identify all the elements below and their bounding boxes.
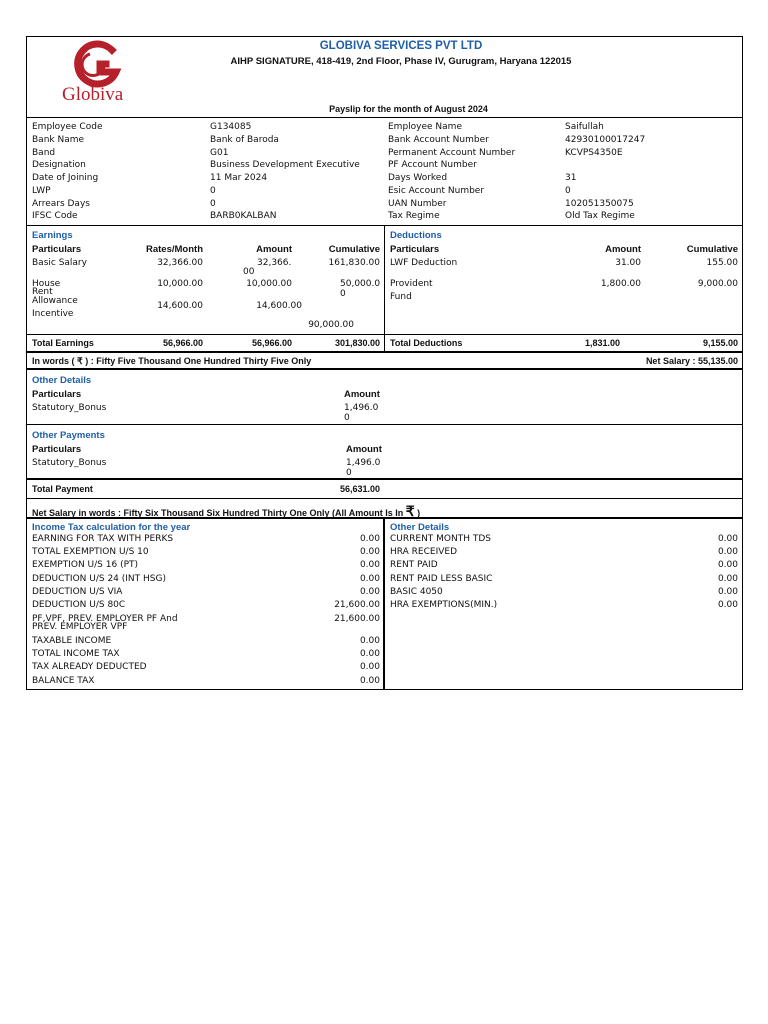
allowance-amount: 14,600.00 [256, 301, 302, 311]
basic-salary-label: Basic Salary [32, 258, 87, 268]
bank-account-value: 42930100017247 [565, 135, 646, 145]
employee-code-label: Employee Code [32, 122, 103, 132]
other-details-tax-row-value: 0.00 [717, 574, 738, 584]
pf-deduction-label-1: Provident [390, 279, 433, 289]
income-tax-row-value: 21,600.00 [334, 600, 380, 610]
arrears-days-value: 0 [210, 199, 216, 209]
other-details-bonus-amount: 1,496.0 [344, 403, 379, 413]
date-of-joining-value: 11 Mar 2024 [210, 173, 268, 183]
divider-total-payment [26, 498, 743, 499]
lwf-deduction-amount: 31.00 [615, 258, 641, 268]
company-name: GLOBIVA SERVICES PVT LTD [319, 40, 483, 52]
other-details-particulars-header: Particulars [32, 389, 82, 400]
employee-code-value: G134085 [210, 122, 252, 132]
esic-value: 0 [565, 186, 571, 196]
date-of-joining-label: Date of Joining [32, 173, 99, 183]
employee-name-value: Saifullah [565, 122, 604, 132]
pf-deduction-label-2: Fund [390, 292, 412, 302]
other-details-tax-row-value: 0.00 [717, 547, 738, 557]
other-details-tax-row-value: 0.00 [717, 587, 738, 597]
other-details-tax-row-label: RENT PAID [390, 560, 438, 570]
basic-salary-amount-cont: 00 [243, 267, 255, 277]
income-tax-row-label-cont: PREV. EMPLOYER VPF [32, 622, 128, 632]
esic-label: Esic Account Number [388, 186, 485, 196]
arrears-days-label: Arrears Days [32, 199, 90, 209]
divider-other-details [26, 424, 743, 425]
tax-regime-value: Old Tax Regime [565, 211, 635, 221]
other-details-tax-row-label: HRA RECEIVED [390, 547, 458, 557]
ifsc-code-label: IFSC Code [32, 211, 78, 221]
divider-other-payments [26, 478, 743, 480]
rupee-icon: ₹ [405, 503, 415, 519]
total-earnings-label: Total Earnings [32, 338, 94, 348]
other-payments-title: Other Payments [32, 430, 105, 441]
other-details-tax-row-label: RENT PAID LESS BASIC [390, 574, 493, 584]
uan-label: UAN Number [388, 199, 447, 209]
earnings-amount-header: Amount [256, 244, 292, 255]
pf-deduction-amount: 1,800.00 [600, 279, 641, 289]
other-details-bonus-amount-cont: 0 [344, 413, 350, 423]
income-tax-row-value: 0.00 [359, 676, 380, 686]
total-earnings-rate: 56,966.00 [162, 338, 203, 348]
allowance-rate: 14,600.00 [157, 301, 203, 311]
band-label: Band [32, 148, 56, 158]
income-tax-row-label: TOTAL EXEMPTION U/S 10 [32, 547, 149, 557]
divider-tax [383, 518, 385, 690]
total-payment-value: 56,631.00 [339, 484, 380, 494]
hra-rate: 10,000.00 [157, 279, 203, 289]
net-in-words: In words ( ₹ ) : Fifty Five Thousand One Hundred Thirty Five Only [32, 356, 312, 366]
income-tax-row-label: EXEMPTION U/S 16 (PT) [32, 560, 139, 570]
tax-regime-label: Tax Regime [388, 211, 440, 221]
income-tax-row-label: PF,VPF, PREV. EMPLOYER PF And [32, 614, 178, 624]
deductions-amount-header: Amount [605, 244, 641, 255]
hra-label-1: House [32, 279, 61, 289]
income-tax-row-value: 0.00 [359, 662, 380, 672]
net-salary-words-text: Net Salary in words : Fifty Six Thousand Six Hundred Thirty One Only (All Amount Is In [32, 508, 404, 518]
earnings-title: Earnings [32, 230, 73, 241]
earnings-rates-header: Rates/Month [146, 244, 203, 255]
income-tax-row-value: 0.00 [359, 587, 380, 597]
net-salary: Net Salary : 55,135.00 [645, 356, 738, 366]
basic-salary-amount: 32,366. [257, 258, 292, 268]
income-tax-row-label: BALANCE TAX [32, 676, 95, 686]
income-tax-row-value: 0.00 [359, 636, 380, 646]
income-tax-row-label: DEDUCTION U/S VIA [32, 587, 123, 597]
other-details-tax-row-label: BASIC 4050 [390, 587, 443, 597]
hra-label-2: Rent [32, 287, 53, 297]
other-details-tax-row-label: HRA EXEMPTIONS(MIN.) [390, 600, 498, 610]
net-salary-words [32, 503, 420, 520]
bank-name-label: Bank Name [32, 135, 85, 145]
lwp-value: 0 [210, 186, 216, 196]
divider-words [26, 368, 743, 370]
income-tax-title: Income Tax calculation for the year [32, 522, 191, 533]
lwf-deduction-label: LWF Deduction [390, 258, 458, 268]
logo-text: Globiva [62, 84, 124, 104]
income-tax-row-value: 21,600.00 [334, 614, 380, 624]
other-details-tax-row-label: CURRENT MONTH TDS [390, 534, 492, 544]
payslip-title: Payslip for the month of August 2024 [329, 104, 488, 114]
other-details-tax-row-value: 0.00 [717, 600, 738, 610]
other-details-tax-row-value: 0.00 [717, 534, 738, 544]
lwp-label: LWP [32, 186, 51, 196]
income-tax-row-value: 0.00 [359, 574, 380, 584]
incentive-label: Incentive [32, 309, 74, 319]
income-tax-row-label: EARNING FOR TAX WITH PERKS [32, 534, 174, 544]
employee-name-label: Employee Name [388, 122, 462, 132]
ifsc-code-value: BARB0KALBAN [210, 211, 277, 221]
days-worked-value: 31 [565, 173, 577, 183]
income-tax-row-value: 0.00 [359, 534, 380, 544]
divider-earn-deduct [384, 225, 385, 352]
pf-deduction-cumulative: 9,000.00 [697, 279, 738, 289]
other-details-bonus-label: Statutory_Bonus [32, 403, 107, 413]
company-address: AIHP SIGNATURE, 418-419, 2nd Floor, Phase IV, Gurugram, Haryana 122015 [230, 56, 572, 67]
other-payments-bonus-amount-cont: 0 [346, 468, 352, 478]
other-details-title: Other Details [32, 375, 92, 386]
total-payment-label: Total Payment [32, 484, 93, 494]
band-value: G01 [210, 148, 229, 158]
other-payments-particulars-header: Particulars [32, 444, 82, 455]
income-tax-row-value: 0.00 [359, 547, 380, 557]
hra-label-3: Allowance [32, 296, 78, 306]
hra-amount: 10,000.00 [246, 279, 292, 289]
hra-cumulative-cont: 0 [340, 289, 346, 299]
other-details-amount-header: Amount [344, 389, 380, 400]
total-earnings-cumulative: 301,830.00 [334, 338, 380, 348]
deductions-particulars-header: Particulars [390, 244, 440, 255]
income-tax-row-label: DEDUCTION U/S 80C [32, 600, 126, 610]
basic-salary-cumulative: 161,830.00 [328, 258, 380, 268]
pf-account-label: PF Account Number [388, 160, 477, 170]
earnings-cumulative-header: Cumulative [328, 244, 380, 255]
pan-value: KCVPS4350E [565, 148, 623, 158]
deductions-cumulative-header: Cumulative [686, 244, 738, 255]
other-payments-bonus-label: Statutory_Bonus [32, 458, 107, 468]
bank-name-value: Bank of Baroda [210, 135, 279, 145]
income-tax-row-label: TOTAL INCOME TAX [32, 649, 120, 659]
uan-value: 102051350075 [565, 199, 634, 209]
other-details-tax-title: Other Details [390, 522, 450, 533]
divider-header [26, 117, 743, 118]
other-payments-amount-header: Amount [346, 444, 382, 455]
income-tax-row-label: TAXABLE INCOME [32, 636, 112, 646]
basic-salary-rate: 32,366.00 [157, 258, 203, 268]
income-tax-row-label: DEDUCTION U/S 24 (INT HSG) [32, 574, 166, 584]
total-deductions-cumulative: 9,155.00 [702, 338, 738, 348]
other-details-tax-row-value: 0.00 [717, 560, 738, 570]
lwf-deduction-cumulative: 155.00 [706, 258, 738, 268]
other-payments-bonus-amount: 1,496.0 [346, 458, 381, 468]
income-tax-row-value: 0.00 [359, 560, 380, 570]
net-salary-words-close: ) [417, 508, 421, 518]
designation-value: Business Development Executive [210, 160, 360, 170]
designation-label: Designation [32, 160, 86, 170]
pan-label: Permanent Account Number [388, 148, 516, 158]
total-earnings-amount: 56,966.00 [251, 338, 292, 348]
income-tax-row-value: 0.00 [359, 649, 380, 659]
deductions-title: Deductions [390, 230, 442, 241]
income-tax-row-label: TAX ALREADY DEDUCTED [32, 662, 147, 672]
earnings-particulars-header: Particulars [32, 244, 82, 255]
total-deductions-label: Total Deductions [390, 338, 463, 348]
bank-account-label: Bank Account Number [388, 135, 489, 145]
total-deductions-amount: 1,831.00 [584, 338, 620, 348]
days-worked-label: Days Worked [388, 173, 448, 183]
incentive-cumulative: 90,000.00 [308, 320, 354, 330]
hra-cumulative: 50,000.0 [340, 279, 381, 289]
